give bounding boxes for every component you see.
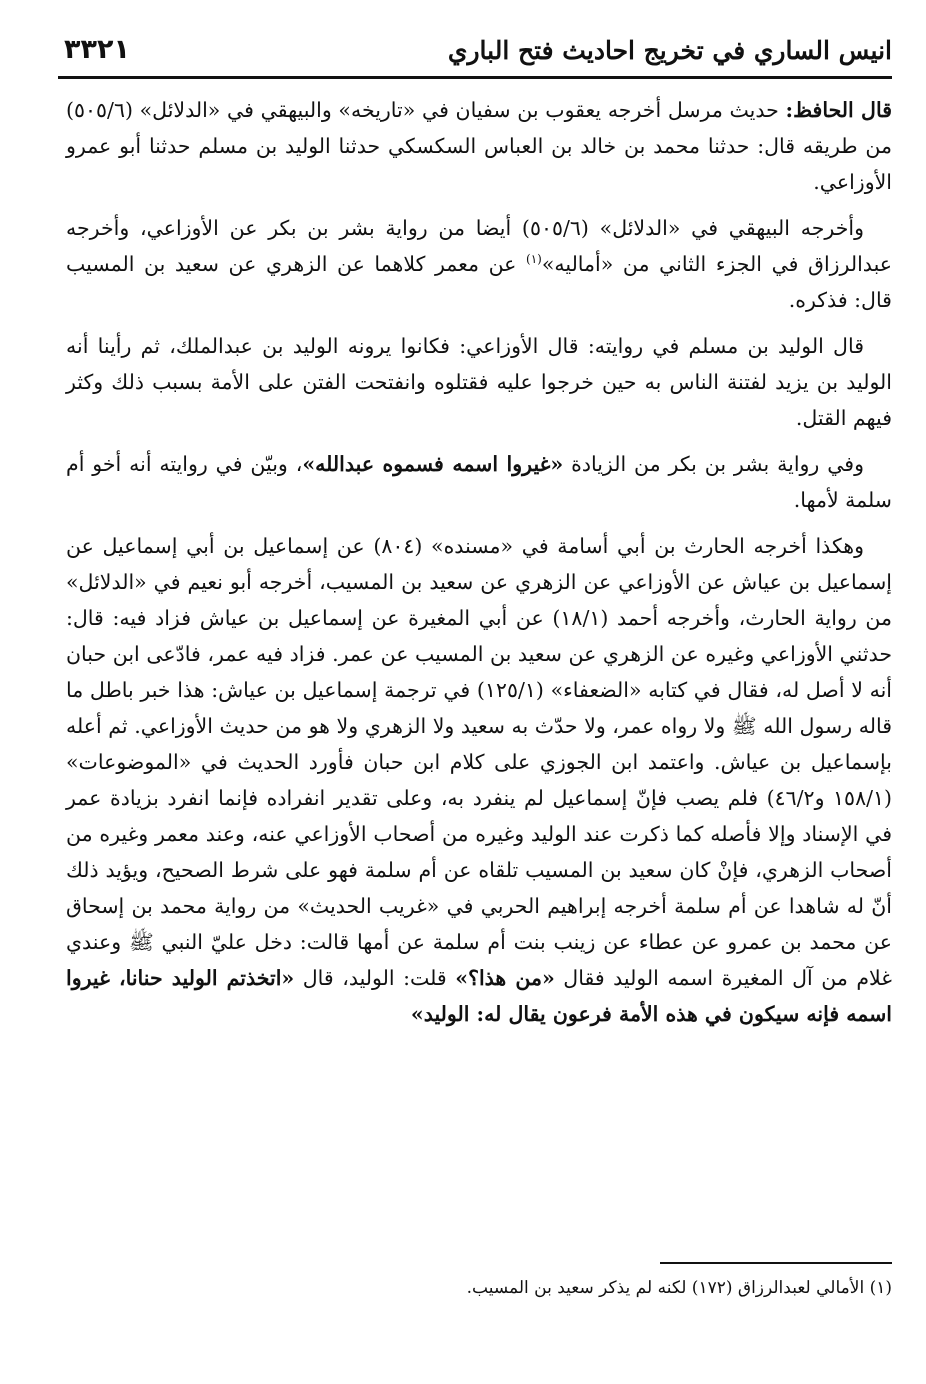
page-number: ٣٣٢١	[64, 34, 130, 65]
footnote: (١) الأمالي لعبدالرزاق (١٧٢) لكنه لم يذكر سعيد بن المسيب.	[466, 1278, 892, 1298]
paragraph-3	[66, 328, 892, 436]
paragraph-text: قلت: الوليد، قال	[294, 966, 456, 990]
paragraph-text: وفي رواية بشر بن بكر من الزيادة	[563, 452, 864, 476]
page-header	[58, 30, 892, 74]
paragraph-lead: قال الحافظ:	[785, 98, 892, 122]
paragraph-2	[66, 210, 892, 318]
highlighted-quote: «اتخذتم الوليد حنانا، غيروا اسمه فإنه سيكون في هذه الأمة فرعون يقال له: الوليد»	[66, 966, 892, 1026]
footnote-rule	[660, 1262, 892, 1264]
running-title: انيس الساري في تخريج احاديث فتح الباري	[447, 36, 892, 65]
paragraph-text: عن معمر كلاهما عن الزهري عن سعيد بن المسيب قال: فذكره.	[66, 252, 892, 312]
paragraph-4	[66, 446, 892, 518]
header-rule	[58, 76, 892, 79]
footnote-marker[interactable]: (١)	[526, 252, 542, 267]
paragraph-text: ، وبيّن في روايته أنه أخو أم سلمة لأمها.	[66, 452, 892, 512]
main-text	[66, 92, 892, 1042]
paragraph-text: وأخرجه البيهقي في «الدلائل» (٥٠٥/٦) أيضا من رواية بشر بن بكر عن الأوزاعي، وأخرجه عبدالرزاق في الجزء الثاني من «أماليه»	[66, 216, 892, 276]
highlighted-quote: «من هذا؟»	[455, 966, 555, 990]
paragraph-5	[66, 528, 892, 1032]
paragraph-text: وهكذا أخرجه الحارث بن أبي أسامة في «مسنده» (٨٠٤) عن إسماعيل بن أبي إسماعيل عن إسماعيل بن عياش عن الأوزاعي عن الزهري عن سعيد بن المسيب، أخرجه أبو نعيم في «الدلائل» من رواية الحارث، وأخرجه أحمد (١٨/١) عن أبي المغيرة عن إسماعيل بن عياش فزاد فيه: قال: حدثني الأوزاعي وغيره عن الزهري عن سعيد بن المسيب عن عمر. فزاد فيه عمر، فادّعى ابن حبان أنه لا أصل له، فقال في كتابه «الضعفاء» (١٢٥/١) في ترجمة إسماعيل بن عياش: هذا خبر باطل ما قاله رسول الله ﷺ ولا رواه عمر، ولا حدّث به سعيد ولا الزهري ولا هو من حديث الأوزاعي. ثم أعله بإسماعيل بن عياش. واعتمد ابن الجوزي على كلام ابن حبان فأورد الحديث في «الموضوعات» (١٥٨/١ و٤٦/٢) فلم يصب فإنّ إسماعيل لم ينفرد به، وعلى تقدير انفراده فإنما انفرد بزيادة عمر في الإسناد وإلا فأصله كما ذكرت عند الوليد وغيره من أصحاب الأوزاعي عنه، وعند معمر وغيره من أصحاب الزهري، فإنْ كان سعيد بن المسيب تلقاه عن أم سلمة فهو على شرط الصحيح، ويؤيد ذلك أنّ له شاهدا عن أم سلمة أخرجه إبراهيم الحربي في «غريب الحديث» من رواية محمد بن إسحاق عن محمد بن عمرو عن عطاء عن زينب بنت أم سلمة عن أمها قالت: دخل عليّ النبي ﷺ وعندي غلام من آل المغيرة اسمه الوليد فقال	[66, 534, 892, 990]
paragraph-text: قال الوليد بن مسلم في روايته: قال الأوزاعي: فكانوا يرونه الوليد بن عبدالملك، ثم رأينا أنه الوليد بن يزيد لفتنة الناس به حين خرجوا عليه فقتلوه وانفتحت الفتن على الأمة بسبب ذلك وكثر فيهم القتل.	[66, 334, 892, 430]
paragraph-text: حديث مرسل أخرجه يعقوب بن سفيان في «تاريخه» والبيهقي في «الدلائل» (٥٠٥/٦) من طريقه قال: حدثنا محمد بن خالد بن العباس السكسكي حدثنا الوليد بن مسلم حدثنا أبو عمرو الأوزاعي.	[66, 98, 892, 194]
paragraph-1	[66, 92, 892, 200]
highlighted-quote: «غيروا اسمه فسموه عبدالله»	[302, 452, 564, 476]
